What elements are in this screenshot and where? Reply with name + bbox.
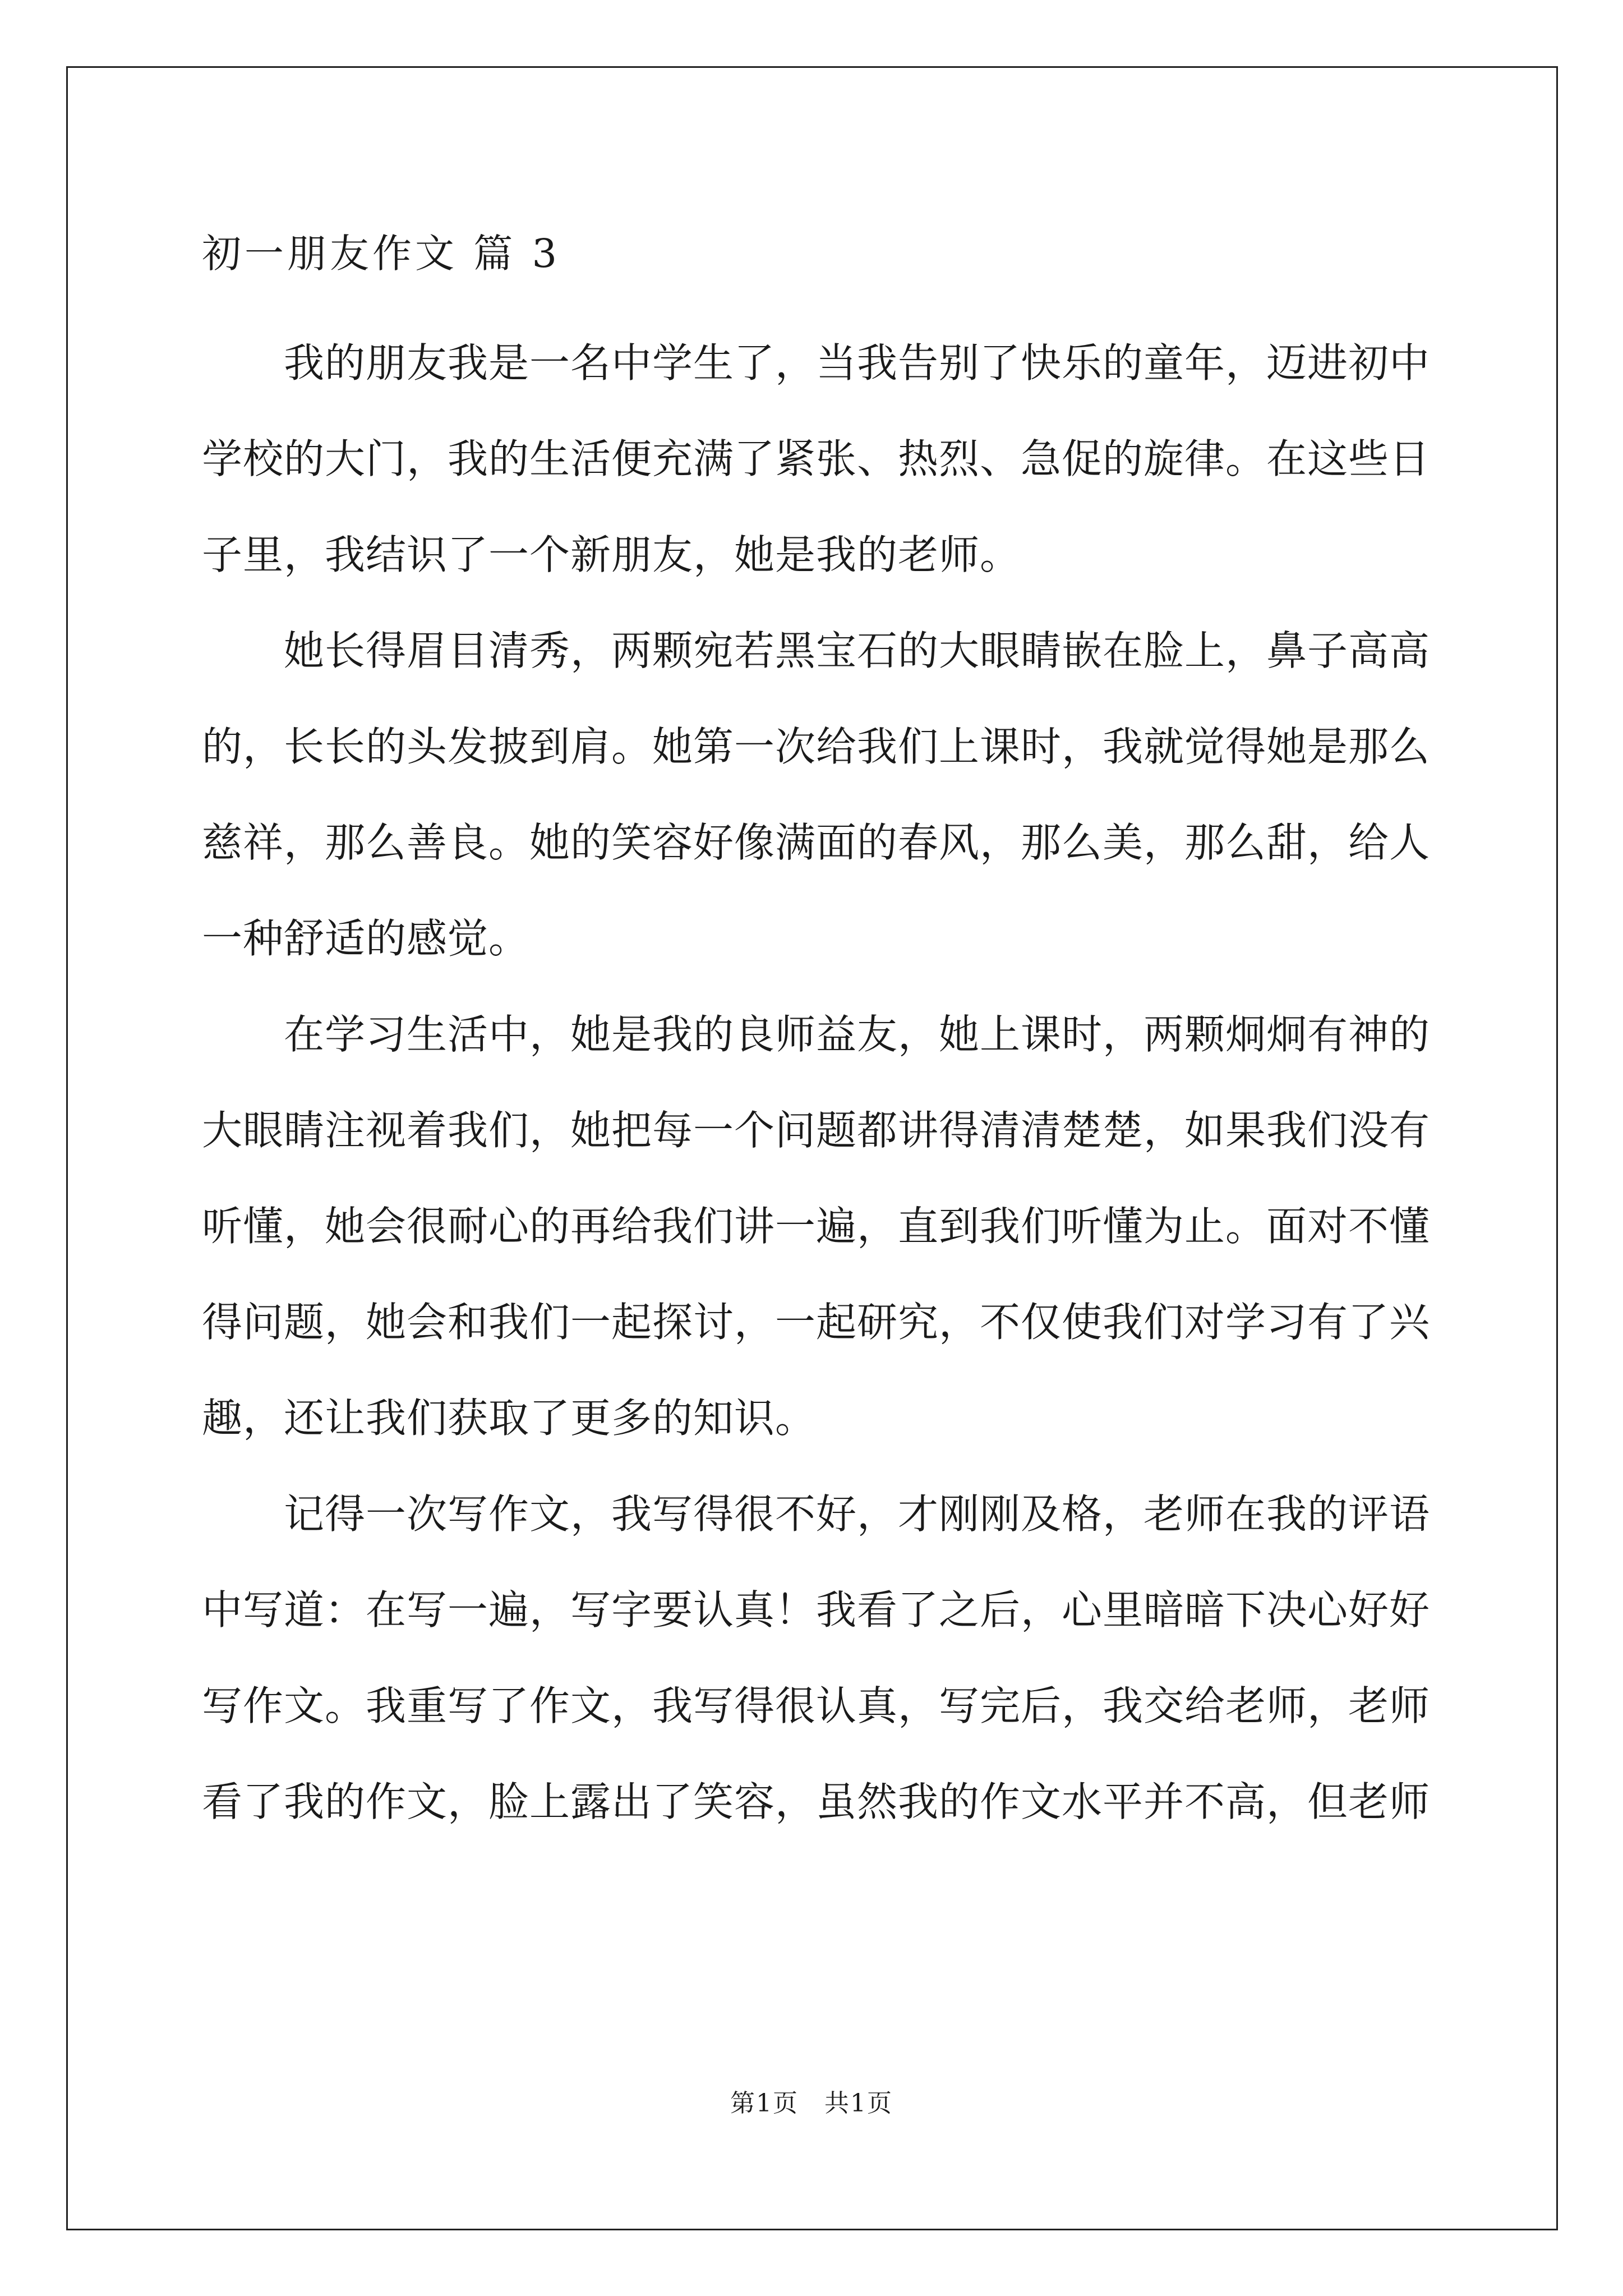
document-body — [202, 220, 1430, 1850]
page-number-footer: 第1页 共1页 — [730, 2089, 893, 2118]
paragraph: 她长得眉目清秀，两颗宛若黑宝石的大眼睛嵌在脸上，鼻子高高的，长长的头发披到肩。她第一次给我们上课时，我就觉得她是那么慈祥，那么善良。她的笑容好像满面的春风，那么美，那么甜，给人一种舒适的感觉。 — [202, 627, 1431, 962]
document-title: 初一朋友作文 篇 3 — [202, 231, 561, 277]
paragraph: 在学习生活中，她是我的良师益友，她上课时，两颗炯炯有神的大眼睛注视着我们，她把每一个问题都讲得清清楚楚，如果我们没有听懂，她会很耐心的再给我们讲一遍，直到我们听懂为止。面对不懂得问题，她会和我们一起探讨，一起研究，不仅使我们对学习有了兴趣，还让我们获取了更多的知识。 — [202, 1011, 1431, 1442]
paragraph: 记得一次写作文，我写得很不好，才刚刚及格，老师在我的评语中写道：在写一遍，写字要认真！我看了之后，心里暗暗下决心好好写作文。我重写了作文，我写得很认真，写完后，我交给老师，老师看了我的作文，脸上露出了笑容，虽然我的作文水平并不高，但老师 — [202, 1490, 1431, 1825]
paragraph: 我的朋友我是一名中学生了，当我告别了快乐的童年，迈进初中学校的大门，我的生活便充满了紧张、热烈、急促的旋律。在这些日子里，我结识了一个新朋友，她是我的老师。 — [202, 339, 1431, 578]
